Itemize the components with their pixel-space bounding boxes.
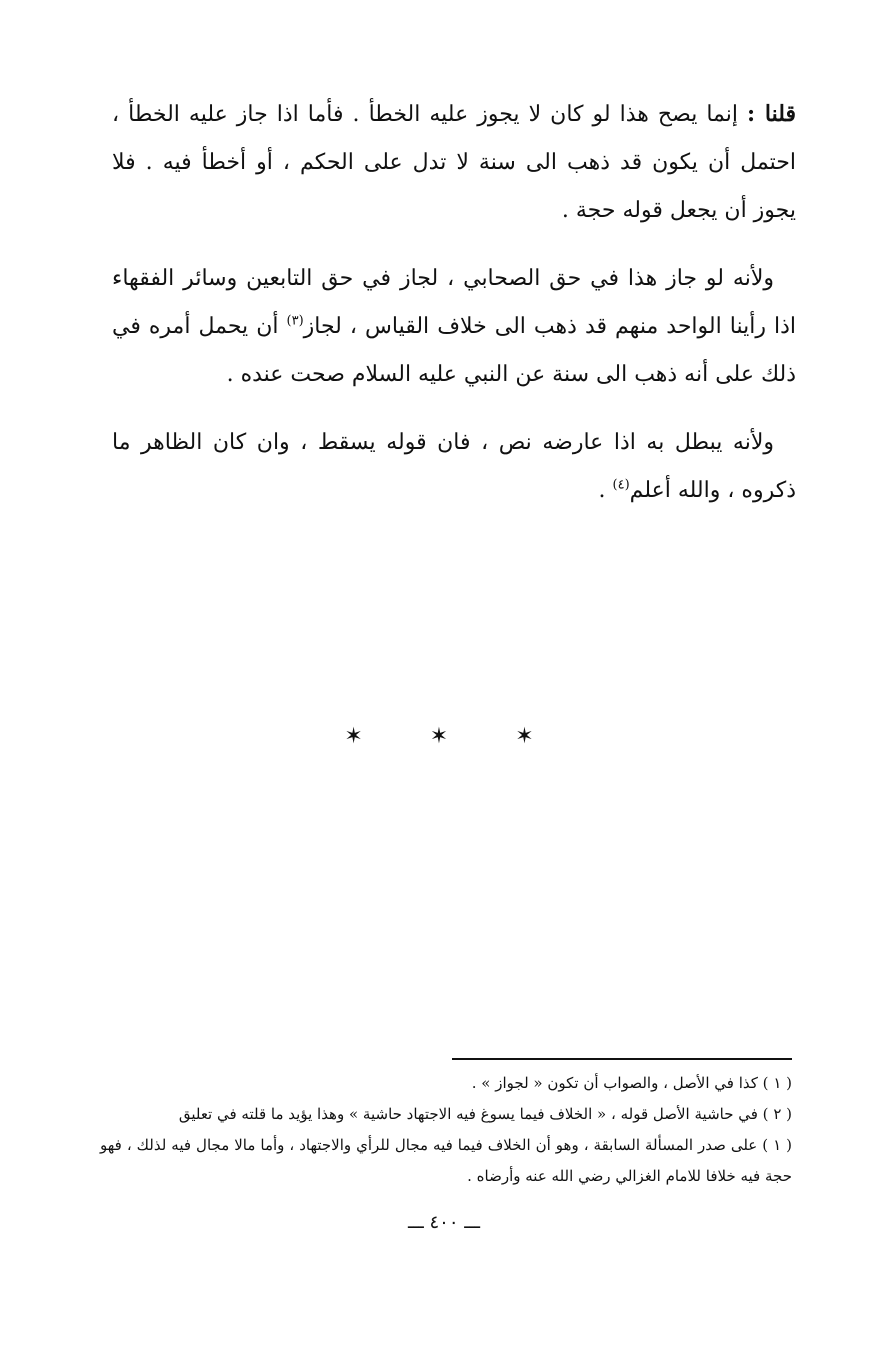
footnotes [100, 1068, 792, 1192]
paragraph-text-after: . [598, 478, 613, 503]
paragraph-lead: قلنا : [747, 101, 797, 127]
footnote-marker: (٤) [612, 477, 630, 493]
section-separator: ✶ ✶ ✶ [344, 724, 564, 749]
main-text [112, 90, 796, 535]
paragraph-2 [112, 255, 796, 399]
paragraph-text: إنما يصح هذا لو كان لا يجوز عليه الخطأ . فأما اذا جاز عليه الخطأ ، احتمل أن يكون قد ذهب الى سنة لا تدل على الحكم ، أو أخطأ فيه . فلا يجوز أن يجعل قوله حجة . [112, 102, 796, 223]
footnote-marker: (٣) [286, 313, 304, 329]
paragraph-text-before: ولأنه لو جاز هذا في حق الصحابي ، لجاز في حق التابعين وسائر الفقهاء اذا رأينا الواحد منهم قد ذهب الى خلاف القياس ، لجاز [112, 266, 796, 339]
footnote-2: ( ٢ ) في حاشية الأصل قوله ، « الخلاف فيما يسوغ فيه الاجتهاد حاشية » وهذا يؤيد ما قلته في تعليق [178, 1105, 792, 1123]
page-number: ـــ ٤٠٠ ـــ [407, 1212, 481, 1233]
footnote-1: ( ١ ) كذا في الأصل ، والصواب أن تكون « لجواز » . [471, 1074, 792, 1092]
paragraph-text-after: أن يحمل أمره في ذلك على أنه ذهب الى سنة عن النبي عليه السلام صحت عنده . [112, 314, 796, 387]
footnote-divider [452, 1058, 792, 1060]
paragraph-1 [112, 90, 796, 235]
footnote-3: ( ١ ) على صدر المسألة السابقة ، وهو أن الخلاف فيما فيه مجال للرأي والاجتهاد ، وأما مالا مجال فيه لذلك ، فهو حجة فيه خلافا للامام الغزالي رضي الله عنه وأرضاه . [100, 1136, 793, 1185]
paragraph-text-before: ولأنه يبطل به اذا عارضه نص ، فان قوله يسقط ، وان كان الظاهر ما ذكروه ، والله أعلم [112, 430, 796, 503]
paragraph-3 [112, 419, 796, 515]
